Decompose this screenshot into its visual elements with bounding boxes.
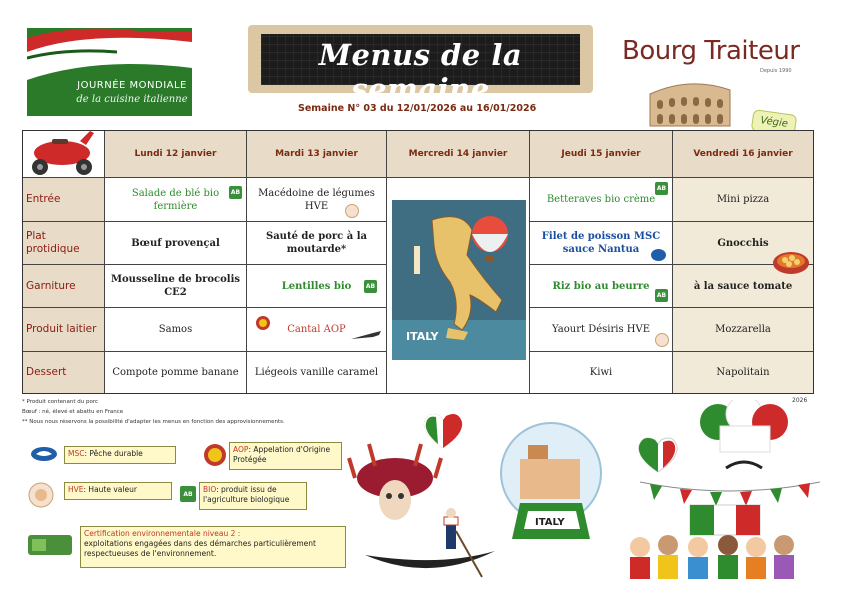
day-header-monday: Lundi 12 janvier xyxy=(105,131,247,178)
page-title: Menus de la semaine xyxy=(318,38,523,106)
title-board xyxy=(248,25,593,106)
legend-hve-code: HVE xyxy=(68,485,84,494)
chalkboard xyxy=(261,34,580,106)
legend-ce2 xyxy=(80,526,346,568)
day-header-wednesday: Mercredi 14 janvier xyxy=(387,131,530,178)
footnote: Bœuf : né, élevé et abattu en France xyxy=(22,409,124,415)
hve-label-icon xyxy=(655,333,669,347)
globe-text: ITALY xyxy=(535,517,565,528)
msc-logo-icon xyxy=(30,446,58,462)
chef-hat-icon xyxy=(686,400,806,478)
legend-ce2-text: exploitations engagées dans des démarches particulièrement respectueuses de l'environnement. xyxy=(84,539,316,558)
footnote: * Produit contenant du porc xyxy=(22,399,99,405)
menu-item: Mousseline de brocolis CE2 xyxy=(105,265,247,308)
children-icon xyxy=(622,495,812,583)
menu-item: Bœuf provençal xyxy=(105,222,247,265)
footnote: ** Nous nous réservons la possibilité d'adapter les menus en fonction des approvisionnements. xyxy=(22,419,285,425)
footnotes xyxy=(22,397,285,427)
gondola-icon xyxy=(360,505,500,580)
menu-item: Liégeois vanille caramel xyxy=(247,352,387,393)
row-label-dessert: Dessert xyxy=(23,352,105,393)
day-header-thursday: Jeudi 15 janvier xyxy=(530,131,673,178)
row-label-garniture: Garniture xyxy=(23,265,105,308)
menu-item: Riz bio au beurre xyxy=(530,265,673,308)
ce2-logo-icon xyxy=(28,533,74,557)
menu-item: Gnocchis xyxy=(673,222,813,265)
legend-bio-text: : produit issu de l'agriculture biologique xyxy=(203,485,290,504)
legend-msc-code: MSC xyxy=(68,449,85,458)
week-range: Semaine N° 03 du 12/01/2026 au 16/01/2026 xyxy=(298,103,537,114)
legend-aop-code: AOP xyxy=(233,445,249,454)
menu-item: Mini pizza xyxy=(673,178,813,222)
menu-item: Samos xyxy=(105,308,247,352)
colosseum-icon xyxy=(645,76,735,128)
menu-item: Lentilles bio xyxy=(247,265,387,308)
italy-map-illustration xyxy=(392,200,526,360)
menu-item: Cantal AOP xyxy=(247,308,387,352)
aop-label-icon xyxy=(255,315,271,331)
row-label-entree: Entrée xyxy=(23,178,105,222)
msc-label-icon xyxy=(651,249,666,261)
heart-italy-icon xyxy=(633,432,683,476)
italy-poster-text: ITALY xyxy=(406,330,439,343)
legend-hve xyxy=(64,482,172,500)
vespa-scooter-icon xyxy=(22,127,107,177)
menu-item: à la sauce tomate xyxy=(673,265,813,308)
year-label: 2026 xyxy=(792,397,808,404)
banner-title: JOURNÉE MONDIALE xyxy=(77,80,187,91)
legend-msc xyxy=(64,446,176,464)
menu-item: Compote pomme banane xyxy=(105,352,247,393)
bio-label-icon: AB xyxy=(655,182,668,195)
menu-item: Macédoine de légumes HVE xyxy=(247,178,387,222)
banner-subtitle: de la cuisine italienne xyxy=(76,94,188,105)
bio-label-icon: AB xyxy=(229,186,242,199)
journee-mondiale-banner xyxy=(27,28,192,116)
legend-msc-text: : Pêche durable xyxy=(84,449,143,458)
bio-logo-icon: AB xyxy=(180,486,196,502)
snow-globe-icon xyxy=(498,415,604,575)
row-label-produit-laitier: Produit laitier xyxy=(23,308,105,352)
bio-label-icon: AB xyxy=(364,280,377,293)
hve-label-icon xyxy=(345,204,359,218)
day-header-friday: Vendredi 16 janvier xyxy=(673,131,813,178)
brand-logo: Bourg Traiteur xyxy=(622,36,800,66)
legend-bio xyxy=(199,482,307,510)
menu-item: Kiwi xyxy=(530,352,673,393)
vegie-badge: Végie xyxy=(751,109,798,137)
legend-bio-code: BIO xyxy=(203,485,217,494)
aop-logo-icon xyxy=(203,443,227,467)
gnocchi-bowl-icon xyxy=(771,246,811,276)
menu-item: Betteraves bio crème xyxy=(530,178,673,222)
day-header-tuesday: Mardi 13 janvier xyxy=(247,131,387,178)
bio-label-icon: AB xyxy=(655,289,668,302)
row-label-plat: Plat protidique xyxy=(23,222,105,265)
menu-item: Sauté de porc à la moutarde* xyxy=(247,222,387,265)
hve-logo-icon xyxy=(27,481,55,509)
legend-aop-text: : Appelation d'Origine Protégée xyxy=(233,445,331,464)
menu-item: Salade de blé bio fermière xyxy=(105,178,247,222)
menu-item: Filet de poisson MSC sauce Nantua xyxy=(530,222,673,265)
menu-item: Napolitain xyxy=(673,352,813,393)
menu-item: Yaourt Désiris HVE xyxy=(530,308,673,352)
menu-item: Mozzarella xyxy=(673,308,813,352)
legend-aop xyxy=(229,442,342,470)
brand-tagline: Depuis 1990 xyxy=(760,68,792,74)
legend-hve-text: : Haute valeur xyxy=(83,485,137,494)
legend-ce2-title: Certification environnementale niveau 2 : xyxy=(84,529,241,538)
cheese-knife-icon xyxy=(349,329,383,343)
